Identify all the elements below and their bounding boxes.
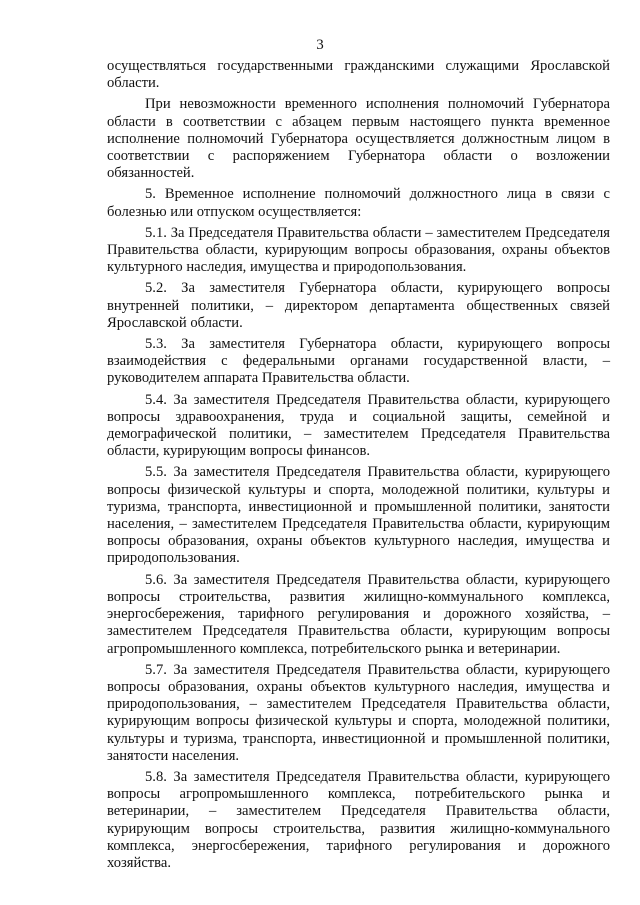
paragraph-item-5-5: 5.5. За заместителя Председателя Правительства области, курирующего вопросы физической культуры и спорта, молодежной политики, культуры и туризма, транспорта, инвестиционной и промышленной политики, занятости населения, – заместителем Председателя Правительства области, курирующим вопросы образования, охраны объектов культурного наследия, имущества и природопользования. [107, 464, 610, 567]
paragraph-item-5-1: 5.1. За Председателя Правительства области – заместителем Председателя Правительства области, курирующим вопросы образования, охраны объектов культурного наследия, имущества и природопользования. [107, 224, 610, 276]
paragraph-item-5-3: 5.3. За заместителя Губернатора области, курирующего вопросы взаимодействия с федеральными органами государственной власти, – руководителем аппарата Правительства области. [107, 336, 610, 387]
paragraph-item-5-6: 5.6. За заместителя Председателя Правительства области, курирующего вопросы строительства, развития жилищно-коммунального комплекса, энергосбережения, тарифного регулирования и дорожного хозяйства, – заместителем Председателя Правительства области, курирующим вопросы агропромышленного комплекса, потребительского рынка и ветеринарии. [107, 571, 610, 657]
paragraph-item-5-8: 5.8. За заместителя Председателя Правительства области, курирующего вопросы агропромышленного комплекса, потребительского рынка и ветеринарии, – заместителем Председателя Правительства области, курирующим вопросы строительства, развития жилищно-коммунального комплекса, энергосбережения, тарифного регулирования и дорожного хозяйства. [107, 768, 610, 871]
paragraph-item-5: 5. Временное исполнение полномочий должностного лица в связи с болезнью или отпуском осуществляется: [107, 186, 610, 220]
paragraph-governor-absence: При невозможности временного исполнения полномочий Губернатора области в соответствии с абзацем первым настоящего пункта временное исполнение полномочий Губернатора осуществляется должностным лицом в соответствии с распоряжением Губернатора области о возложении обязанностей. [107, 96, 610, 182]
page-number: 3 [316, 37, 324, 53]
paragraph-item-5-2: 5.2. За заместителя Губернатора области, курирующего вопросы внутренней политики, – директором департамента общественных связей Ярославской области. [107, 280, 610, 331]
document-body [107, 58, 610, 876]
paragraph-continuation: осуществляться государственными гражданскими служащими Ярославской области. [107, 58, 610, 92]
paragraph-item-5-4: 5.4. За заместителя Председателя Правительства области, курирующего вопросы здравоохранения, труда и социальной защиты, семейной и демографической политики, – заместителем Председателя Правительства области, курирующим вопросы финансов. [107, 391, 610, 460]
paragraph-item-5-7: 5.7. За заместителя Председателя Правительства области, курирующего вопросы образования, охраны объектов культурного наследия, имущества и природопользования, – заместителем Председателя Правительства области, курирующим вопросы физической культуры и спорта, молодежной политики, культуры и туризма, транспорта, инвестиционной и промышленной политики, занятости населения. [107, 661, 610, 764]
